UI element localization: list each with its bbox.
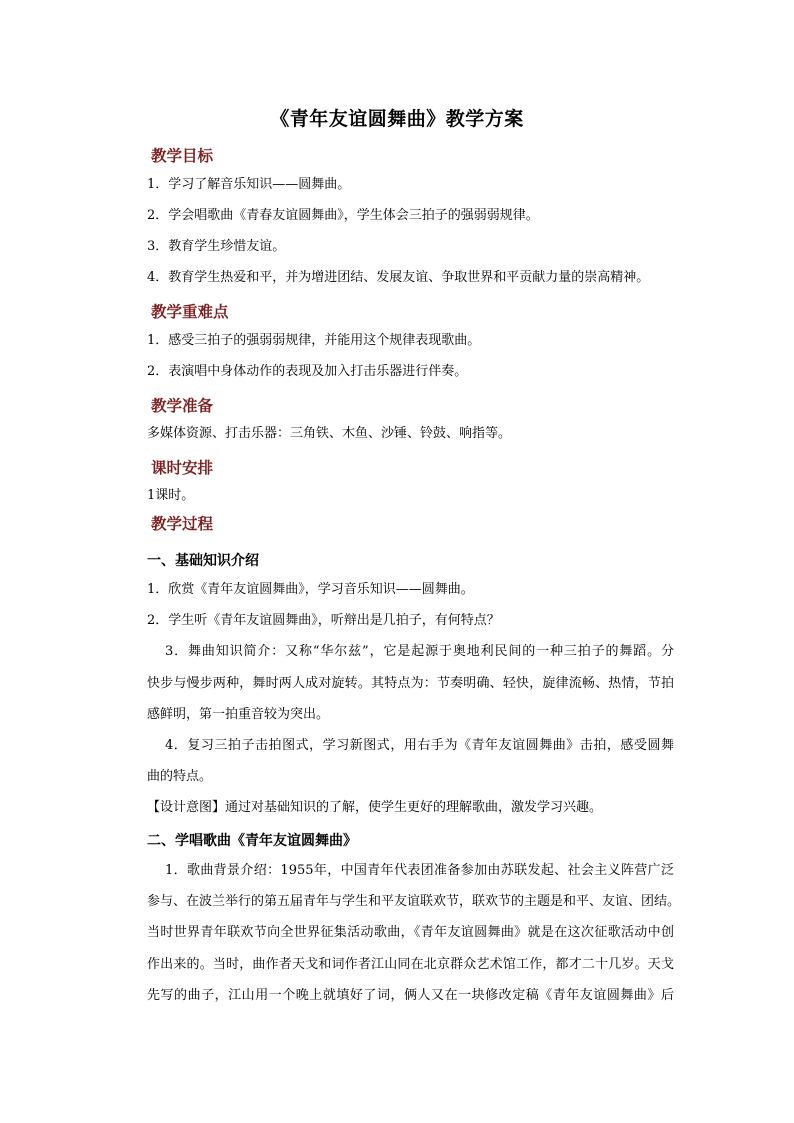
process-part1-item-2: 2．学生听《青年友谊圆舞曲》，听辩出是几拍子，有何特点？ [147,613,500,628]
design-intent: 【设计意图】通过对基础知识的了解，使学生更好的理解歌曲，激发学习兴趣。 [147,800,603,815]
process-part2-item-1-line-5: 先写的曲子，江山用一个晚上就填好了词，俩人又在一块修改定稿《青年友谊圆舞曲》后 [147,988,674,1003]
heading-preparation: 教学准备 [151,396,214,415]
process-part1-heading: 一、基础知识介绍 [147,553,259,569]
heading-key-points: 教学重难点 [151,302,229,321]
document-title: 《青年友谊圆舞曲》教学方案 [270,108,524,130]
process-part2-item-1-line-3: 当时世界青年联欢节向全世界征集活动歌曲，《青年友谊圆舞曲》就是在这次征歌活动中创 [147,925,674,940]
process-part2-item-1-line-2: 参与、在波兰举行的第五届青年与学生和平友谊联欢节，联欢节的主题是和平、友谊、团结。 [147,894,681,909]
process-part2-item-1-line-4: 作出来的。当时，曲作者天戈和词作者江山同在北京群众艺术馆工作，都才二十几岁。天戈 [147,957,674,972]
process-part1-item-4-line-2: 曲的特点。 [147,769,213,784]
process-part2-heading: 二、学唱歌曲《青年友谊圆舞曲》 [147,833,357,849]
heading-teaching-goals: 教学目标 [151,146,214,165]
goal-item-4: 4．教育学生热爱和平，并为增进团结、发展友谊、争取世界和平贡献力量的崇高精神。 [147,270,650,285]
goal-item-3: 3．教育学生珍惜友谊。 [147,239,286,254]
heading-process: 教学过程 [151,514,214,533]
process-part1-item-3-line-2: 快步与慢步两种，舞时两人成对旋转。其特点为：节奏明确、轻快，旋律流畅、热情，节拍 [147,676,674,691]
process-part1-item-4-line-1: 4．复习三拍子击拍图式，学习新图式，用右手为《青年友谊圆舞曲》击拍，感受圆舞 [165,738,674,753]
key-point-item-1: 1．感受三拍子的强弱弱规律，并能用这个规律表现歌曲。 [147,333,481,348]
preparation-text: 多媒体资源、打击乐器：三角铁、木鱼、沙锤、铃鼓、响指等。 [147,426,512,441]
goal-item-2: 2．学会唱歌曲《青春友谊圆舞曲》，学生体会三拍子的强弱弱规律。 [147,208,539,223]
key-point-item-2: 2．表演唱中身体动作的表现及加入打击乐器进行伴奏。 [147,364,468,379]
process-part1-item-3-line-1: 3．舞曲知识简介：又称“华尔兹”，它是起源于奥地利民间的一种三拍子的舞蹈。分 [165,644,674,659]
schedule-text: 1课时。 [147,488,195,503]
process-part1-item-3-line-3: 感鲜明，第一拍重音较为突出。 [147,707,330,722]
process-part1-item-1: 1．欣赏《青年友谊圆舞曲》，学习音乐知识——圆舞曲。 [147,582,474,597]
goal-item-1: 1．学习了解音乐知识——圆舞曲。 [147,177,351,192]
heading-schedule: 课时安排 [151,458,214,477]
process-part2-item-1-line-1: 1．歌曲背景介绍：1955年，中国青年代表团准备参加由苏联发起、社会主义阵营广泛 [165,863,674,878]
